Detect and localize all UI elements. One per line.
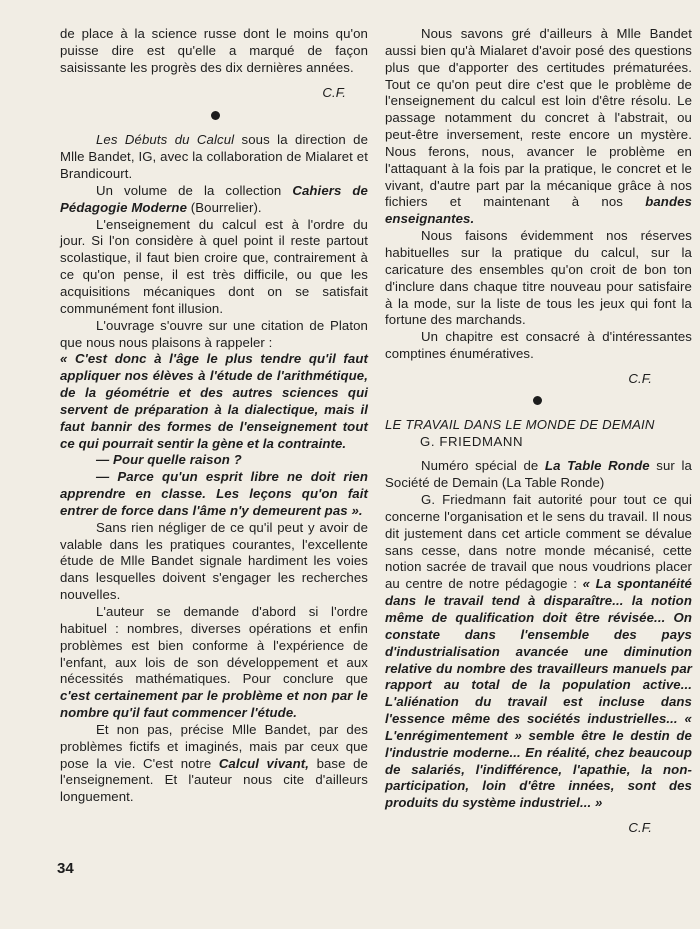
signature: C.F. — [628, 370, 652, 386]
bullet-separator — [533, 396, 542, 405]
book-credits: sous la direction de Mlle Bandet, IG, avec la collaboration de Mialaret et Brandicourt. — [60, 132, 369, 182]
text-run: G. Friedmann fait autorité pour tout ce qui concerne l'organisation et le sens du travail. Il nous dit justement dans cet article comment se dévalue sans cesse, dans notre monde mécanisé, cette notion sacrée de travail que nous voudrions placer au centre de notre pédagogie : — [385, 492, 692, 592]
quotation: — Parce qu'un esprit libre ne doit rien apprendre en classe. Les leçons qu'on fait entrer de force dans l'âme n'y demeurent pas ». — [60, 469, 368, 518]
review-title — [60, 132, 368, 183]
publisher: (Bourrelier). — [187, 199, 262, 215]
emphasis: bandes enseignantes. — [385, 194, 692, 227]
paragraph — [60, 604, 368, 722]
text-run: Nous savons gré d'ailleurs à Mlle Bandet aussi bien qu'à Mialaret d'avoir posé des questions plus que d'apporter des certitudes prématurées. Tout ce qu'on peut dire c'est que le problème de l'enseignement du calcul est loin d'être résolu. Le passage notamment du concret à l'abstrait, ou peut-être inversement, reste encore un mystère. Nous ferons, nous, avancer le problème en l'attaquant à la fois par la pratique, le concret et le vivant, d'autre part par la mécanique grâce à nos fichiers et maintenant à nos — [385, 26, 692, 210]
page-number: 34 — [57, 860, 74, 877]
signature: C.F. — [628, 820, 652, 836]
paragraph: L'ouvrage s'ouvre sur une citation de Platon que nous nous plaisons à rappeler : — [60, 317, 368, 350]
bullet-separator — [211, 111, 220, 120]
paragraph: Un chapitre est consacré à d'intéressantes comptines énumératives. — [385, 329, 692, 362]
paragraph: Sans rien négliger de ce qu'il peut y avoir de valable dans les pratiques courantes, l'excellente étude de Mlle Bandet signale hardiment les voies dans lesquelles doivent s'engager les recherches nouvelles. — [60, 519, 368, 603]
quotation: « C'est donc à l'âge le plus tendre qu'il faut appliquer nos élèves à l'étude de l'arithmétique, de la géométrie et des autres sciences qui servent de préparation à la dialectique, mais il faut bannir des formes de l'enseignement tout ce qui pourrait sentir la gène et la contrainte. — [60, 351, 368, 451]
left-column — [60, 26, 368, 806]
paragraph — [385, 492, 692, 812]
paragraph — [60, 722, 368, 806]
article-author: G. FRIEDMANN — [420, 433, 524, 449]
article-heading: LE TRAVAIL DANS LE MONDE DE DEMAIN — [385, 416, 655, 432]
paragraph — [385, 26, 692, 228]
text-run: Et non pas, précise Mlle Bandet, par des problèmes fictifs et imaginés, mais par ceux que pose la vie. C'est notre — [60, 721, 368, 771]
paragraph — [385, 458, 692, 492]
quotation: — Pour quelle raison ? — [96, 452, 242, 468]
right-column — [385, 26, 692, 837]
text-run: sur la Société de Demain (La Table Ronde) — [385, 458, 692, 491]
paragraph: Nous faisons évidemment nos réserves habituelles sur la pratique du calcul, sur la caricature des ensembles qu'on croit de bon ton d'inclure dans chaque titre nouveau pour satisfaire à la mode, sur la liste de tous les jeux qui font la fortune des marchands. — [385, 228, 692, 328]
text-run: L'auteur se demande d'abord si l'ordre habituel : nombres, diverses opérations et enfin problèmes est bien conforme à l'expérience de l'enfant, aux lois de son développement et aux nécessités mathématiques. Pour conclure que — [60, 604, 368, 687]
emphasis: La Table Ronde — [544, 458, 650, 474]
signature: C.F. — [322, 84, 346, 100]
text-run: base de l'enseignement. Et l'auteur nous cite d'ailleurs longuement. — [60, 755, 368, 805]
emphasis: c'est certainement par le problème et non par le nombre qu'il faut commencer l'étude. — [60, 688, 368, 721]
emphasis: Calcul vivant, — [218, 755, 310, 771]
quotation: « La spontanéité dans le travail tend à disparaître... la notion même de qualification doit être révisée... On constate dans l'ensemble des pays d'industrialisation avancée une diminution relative du nombre des travailleurs manuels par rapport au total de la population active... L'aliénation du travail est incluse dans l'essence même des sociétés industrielles... « L'enrégimentement » semble être le destin de l'industrie moderne... En réalité, chez beaucoup de salariés, l'indifférence, l'apathie, la non-participation, loin d'être innées, sont des produits du système industriel... » — [385, 576, 692, 811]
text-run: Numéro spécial de — [421, 458, 545, 474]
collection-prefix: Un volume de la collection — [96, 182, 293, 198]
paragraph: L'enseignement du calcul est à l'ordre du jour. Si l'on considère à quel point il reste partout scolastique, il faut bien croire que, contrairement à ce qu'on pense, il est très difficile, ou que les acquisitions mécaniques dont on se satisfait communément font illusion. — [60, 216, 368, 316]
book-title: Les Débuts du Calcul — [96, 132, 235, 148]
paragraph: de place à la science russe dont le moins qu'on puisse dire est qu'elle a marqué de façon saisissante les progrès des dix dernières années. — [60, 26, 368, 75]
collection-line — [60, 183, 368, 217]
collection-name: Cahiers de Pédagogie Moderne — [60, 182, 368, 215]
